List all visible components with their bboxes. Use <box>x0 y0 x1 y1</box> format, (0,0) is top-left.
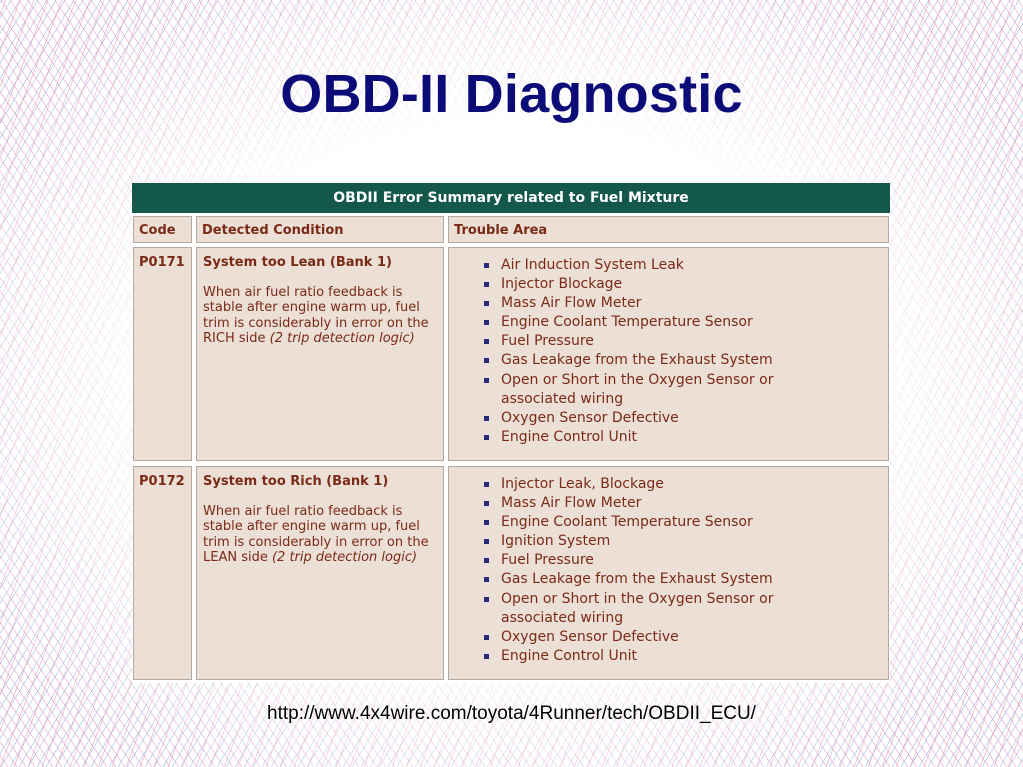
list-item: Open or Short in the Oxygen Sensor or associated wiring <box>501 590 821 628</box>
list-item: Air Induction System Leak <box>501 256 888 275</box>
condition-note: (2 trip detection logic) <box>269 331 415 347</box>
table-caption: OBDII Error Summary related to Fuel Mixture <box>132 183 890 213</box>
condition-note: (2 trip detection logic) <box>271 550 418 566</box>
trouble-list <box>449 248 888 447</box>
trouble-list <box>449 467 888 666</box>
row-trouble-p0171 <box>448 247 889 461</box>
list-item: Fuel Pressure <box>501 551 888 570</box>
row-trouble-p0172 <box>448 466 889 680</box>
condition-text: When air fuel ratio feedback is stable after engine warm up, fuel trim is considerably in error on the LEAN side <box>203 503 429 566</box>
slide-title: OBD-II Diagnostic <box>280 64 743 124</box>
header-condition: Detected Condition <box>196 216 444 243</box>
list-item: Injector Leak, Blockage <box>501 475 888 494</box>
list-item: Engine Control Unit <box>501 647 888 666</box>
list-item: Engine Control Unit <box>501 428 888 447</box>
list-item: Gas Leakage from the Exhaust System <box>501 570 888 589</box>
condition-description <box>203 504 435 566</box>
condition-description <box>203 285 435 347</box>
list-item: Gas Leakage from the Exhaust System <box>501 351 888 370</box>
list-item: Engine Coolant Temperature Sensor <box>501 313 888 332</box>
list-item: Oxygen Sensor Defective <box>501 409 888 428</box>
list-item: Injector Blockage <box>501 275 888 294</box>
list-item: Engine Coolant Temperature Sensor <box>501 513 888 532</box>
list-item: Fuel Pressure <box>501 332 888 351</box>
condition-text: When air fuel ratio feedback is stable after engine warm up, fuel trim is considerably in error on the RICH side <box>203 284 429 347</box>
list-item: Mass Air Flow Meter <box>501 294 888 313</box>
header-code: Code <box>133 216 192 243</box>
header-trouble: Trouble Area <box>448 216 889 243</box>
list-item: Mass Air Flow Meter <box>501 494 888 513</box>
obd-error-table <box>132 183 890 683</box>
row-code-p0171: P0171 <box>133 247 192 461</box>
row-condition-p0171 <box>196 247 444 461</box>
list-item: Open or Short in the Oxygen Sensor or associated wiring <box>501 371 821 409</box>
list-item: Ignition System <box>501 532 888 551</box>
condition-title: System too Rich (Bank 1) <box>203 474 389 489</box>
row-condition-p0172 <box>196 466 444 680</box>
list-item: Oxygen Sensor Defective <box>501 628 888 647</box>
condition-title: System too Lean (Bank 1) <box>203 255 392 270</box>
source-link[interactable]: http://www.4x4wire.com/toyota/4Runner/tech/OBDII_ECU/ <box>267 703 756 724</box>
row-code-p0172: P0172 <box>133 466 192 680</box>
